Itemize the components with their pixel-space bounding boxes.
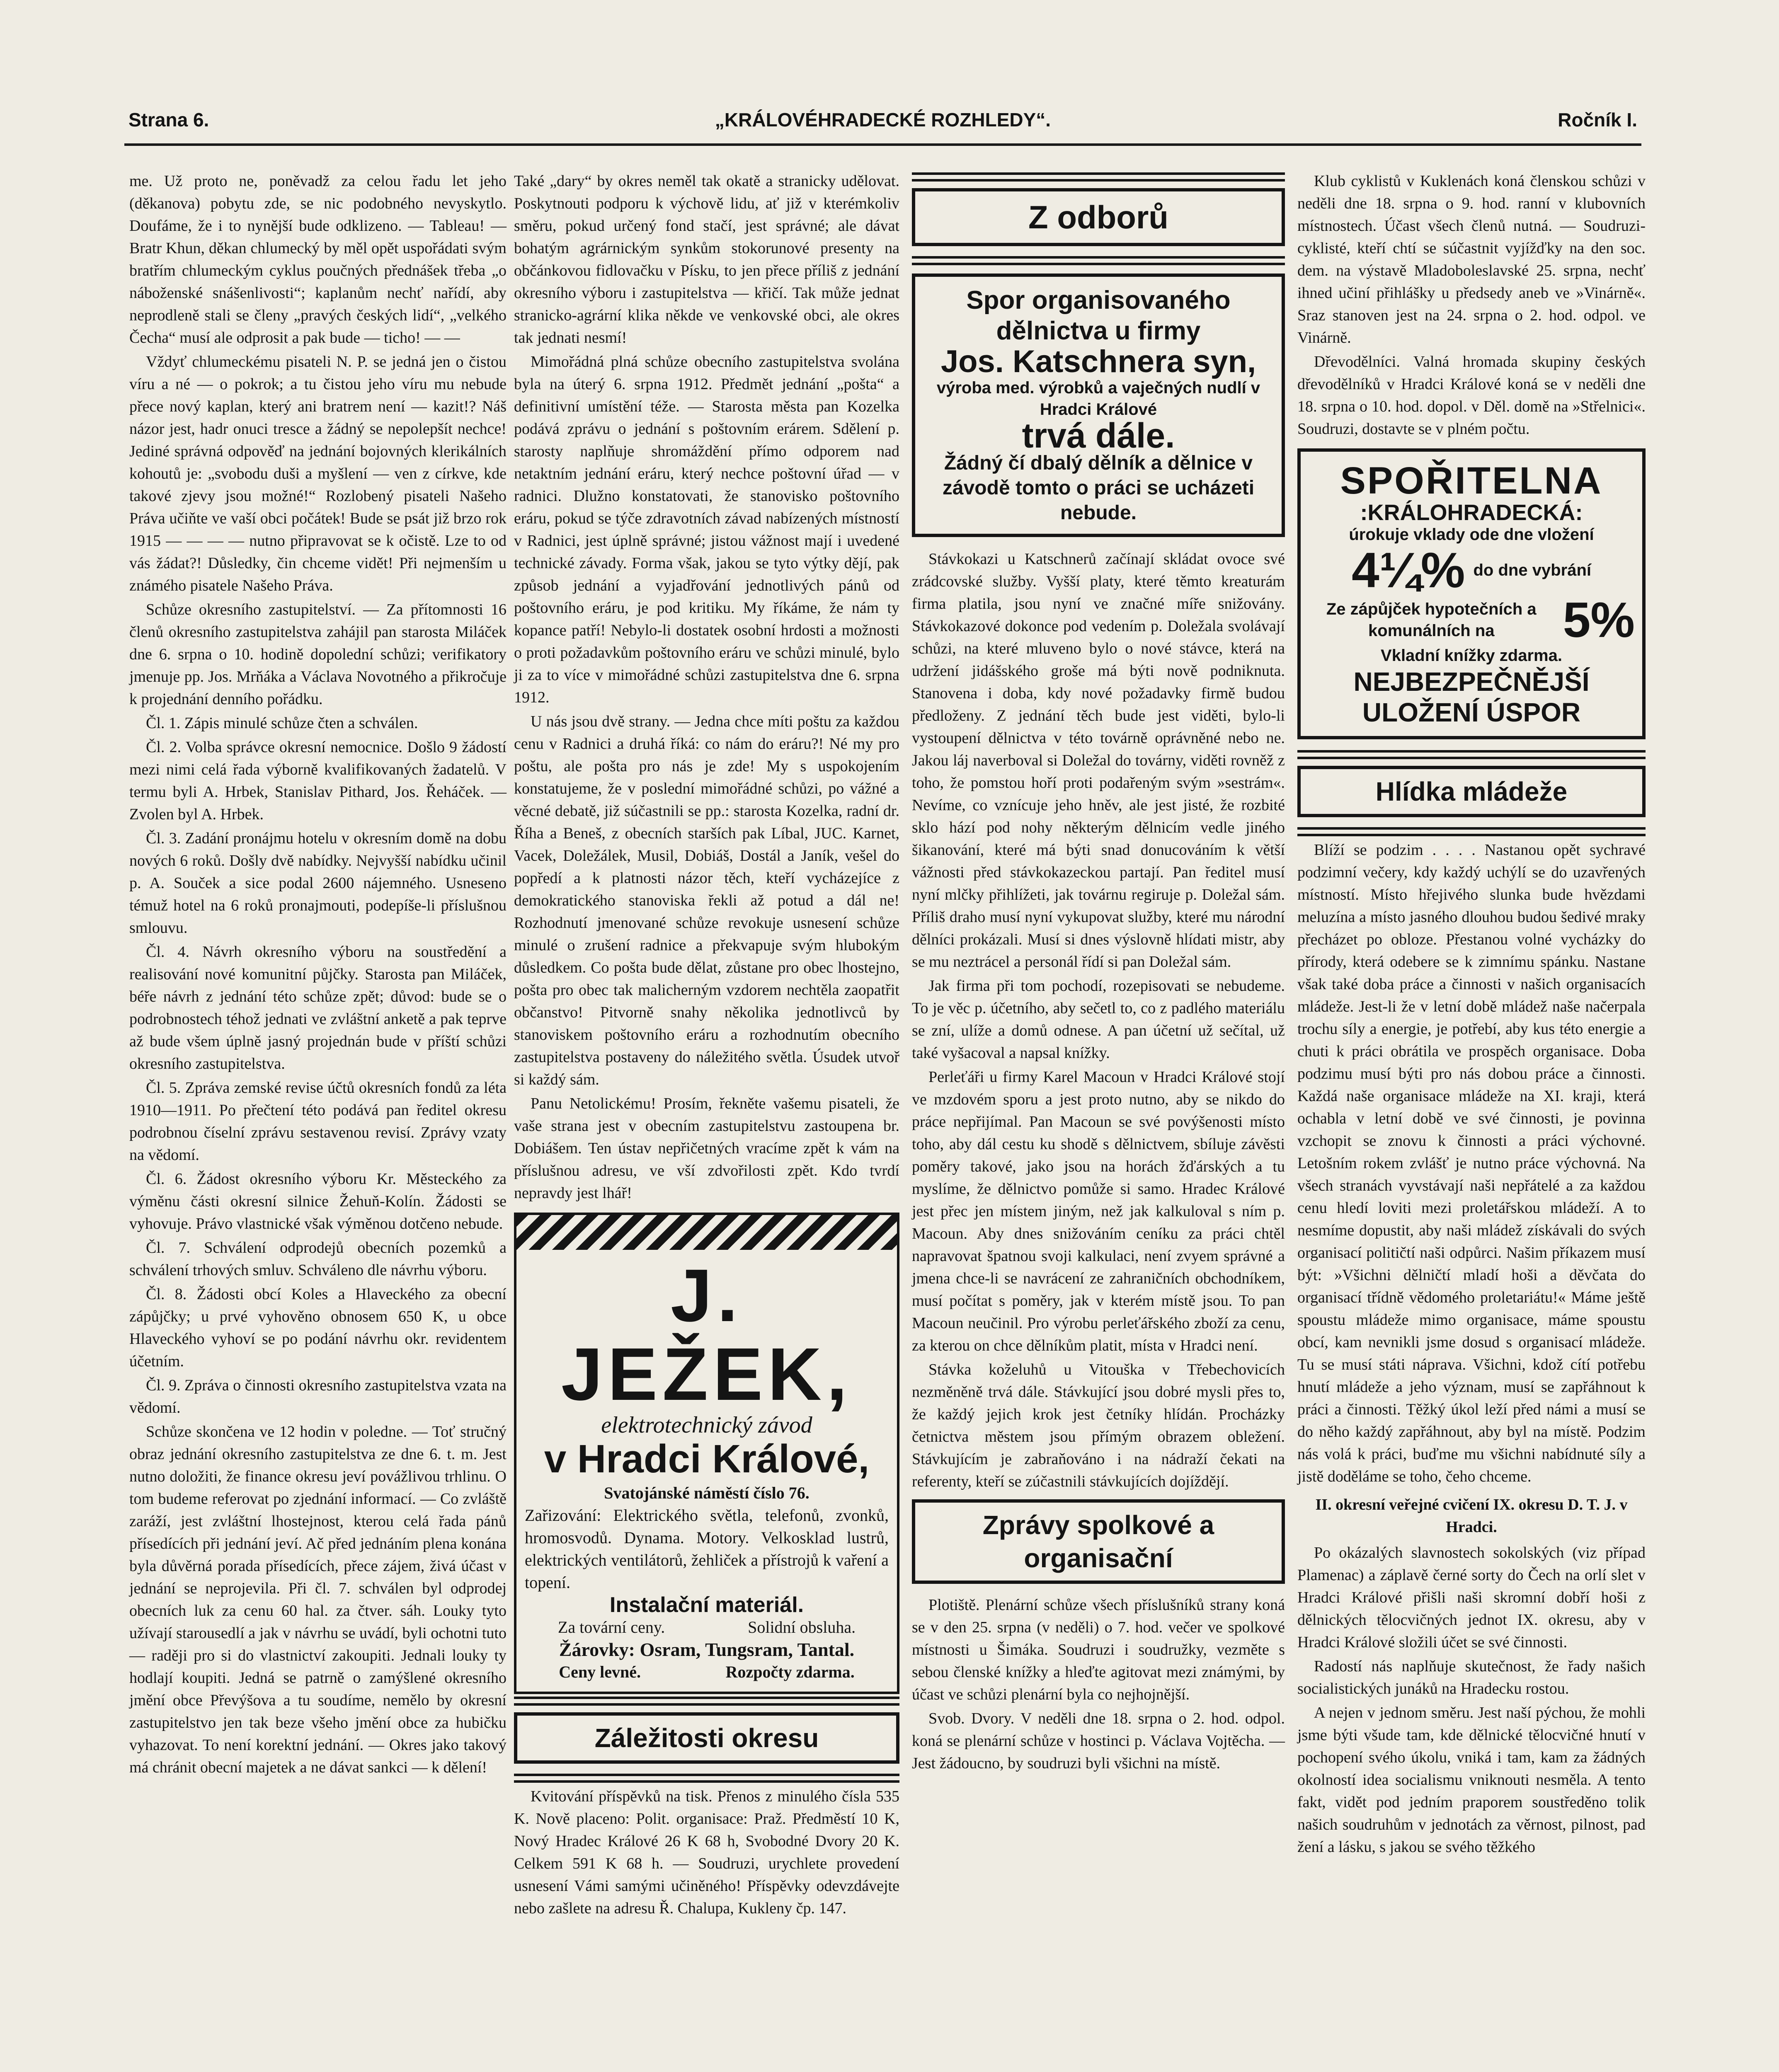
article-text: Po okázalých slavnostech sokolských (viz případ Plamenac) a záplavě černé sorty do Čech na orlí slet v Hradci Králové přišli naši skromní dobří hoši z dělnických tělocvičných jednot IX. okresu, aby v Hradci Králové složili účet se své činnosti. <box>1297 1544 1646 1651</box>
column-3 <box>912 170 1285 1776</box>
section-rule <box>1297 827 1646 836</box>
article-text: Čl. 5. Zpráva zemské revise účtů okresních fondů za léta 1910—1911. Po přečtení této podává pan ředitel okresu podrobnou číselní zprávu sestavenou revisí. Zprávy vzaty na vědomí. <box>129 1079 507 1164</box>
bank-line: do dne vybrání <box>1473 561 1591 579</box>
article-text: Čl. 1. Zápis minulé schůze čten a schválen. <box>146 714 418 732</box>
section-heading-odboru: Z odborů <box>912 188 1285 246</box>
bank-slogan: ULOŽENÍ ÚSPOR <box>1362 697 1581 727</box>
article-text: Schůze okresního zastupitelství. — Za přítomnosti 16 členů okresního zastupitelstva zahájil pan starosta Miláček dne 6. srpna o 10. hodině dopolední schůzi; verifikatory jmenuje pp. Jos. Mrňáka a Václava Novotného a přikročuje k projednání denního pořádku. <box>129 601 507 708</box>
ad-line: Rozpočty zdarma. <box>725 1663 855 1681</box>
article-text: Čl. 3. Zadání pronájmu hotelu v okresním domě na dobu nových 6 roků. Došly dvě nabídky. Nejvyšší nabídku učinil p. A. Souček a sice podal 2600 nájemného. Usneseno témuž hotel na 6 roků pronajmouti, podepíše-li příslušnou smlouvu. <box>129 830 507 937</box>
article-text: Čl. 7. Schválení odprodejů obecních pozemků a schválení trhových smluv. Schváleno dle návrhu výboru. <box>129 1239 507 1279</box>
loan-rate: 5% <box>1563 592 1635 648</box>
article-text: Radostí nás naplňuje skutečnost, že řady našich socialistických junáků na Hradecku rostou. <box>1297 1658 1646 1697</box>
notice-company: Jos. Katschnera syn, <box>940 344 1256 379</box>
section-rule <box>1297 750 1646 759</box>
bank-line: Vkladní knížky zdarma. <box>1381 646 1562 665</box>
article-text: Čl. 2. Volba správce okresní nemocnice. Došlo 9 žádostí mezi nimi celá řada výborně kvalifikovaných žadatelů. V termu byli A. Hrbek, Stanislav Pithard, Jos. Řeháček. — Zvolen byl A. Hrbek. <box>129 738 507 823</box>
article-text: Jak firma při tom pochodí, rozepisovati se nebudeme. To je věc p. účetního, aby sečetl to, co z padlého materiálu se zní, ulíže a domů odnese. A pan účetní už sečítal, už také vyšacoval a napsal knížky. <box>912 977 1285 1062</box>
notice-warning: Žádný čí dbalý dělník a dělnice v závodě tomto o práci se ucházeti nebude. <box>942 452 1255 524</box>
bank-line: úrokuje vklady ode dne vložení <box>1349 525 1594 544</box>
article-text: Perleťáři u firmy Karel Macoun v Hradci Králové stojí ve mzdovém sporu a jest proto nutno, aby se nikdo do práce nepřijímal. Pan Macoun se své povýšenosti místo toho, aby dál cestu ku shodě s dělnictvem, sbíluje závěsti poměry takové, jako jsou na horách žďárských a tu myslíme, že dělnictvo pomůže si samo. Hradec Králové jest přec jen místem jiným, než jak kalkuloval s ním p. Macoun. Aby dnes snižováním ceníku za práci chtěl napravovat špatnou svoji kalkulaci, není zvyem správné a jmena chce-li se navrácení ze zahraničních obchodníkem, musí počítat s poměry, jak v kterém místě jsou. To pan Macoun neučinil. Pro výrobu perleťářského zboží za cenu, za kterou on chce dělníkům platit, místa v Hradci není. <box>912 1068 1285 1354</box>
bank-line: Ze zápůjček hypotečních a komunálních na <box>1326 600 1537 640</box>
section-rule <box>912 256 1285 265</box>
volume-number: Ročník I. <box>1558 109 1637 131</box>
article-text: Stávka koželuhů u Vitouška v Třebechovicích nezměněně trvá dále. Stávkující jsou dobré mysli přes to, že každý jejich krok jest četníky hlídán. Procházky četnictva městem jsou přímým obrazem obležení. Stávkujícím je zabraňováno i na nádraží čekati na referenty, kteří se zúčastnili stávkujících dojíždějí. <box>912 1361 1285 1490</box>
ad-line: Ceny levné. <box>559 1663 641 1681</box>
article-heading: II. okresní veřejné cvičení IX. okresu D. T. J. v Hradci. <box>1315 1496 1628 1536</box>
notice-headline: Spor organisovaného dělnictva u firmy <box>966 286 1231 345</box>
masthead <box>128 109 1637 138</box>
section-rule <box>912 172 1285 182</box>
notice-status: trvá dále. <box>1022 416 1175 455</box>
notice-subline: výroba med. výrobků a vaječných nudlí v Hradci Králové <box>936 379 1260 419</box>
ad-bulbs: Žárovky: Osram, Tungsram, Tantal. <box>559 1639 855 1660</box>
section-rule <box>514 1697 899 1706</box>
ad-line: Za tovární ceny. <box>557 1618 665 1636</box>
bank-slogan: NEJBEZPEČNĚJŠÍ <box>1353 667 1590 697</box>
ad-company-type: elektrotechnický závod <box>601 1412 812 1438</box>
article-text: Stávkokazi u Katschnerů začínají skládat ovoce své zrádcovské služby. Vyšší platy, které těmto kreaturám firma platila, jsou nyní ve značné míře snižovány. Stávkokazové dokonce pod vedením p. Doležala svolávají schůzi, na které mluveno bylo o nové stávce, která na udržení jidášského groše má býti nově podniknuta. Stanovena i doba, kdy nové požadavky firmě budou předloženy. Z jednání těch bude jest viděti, bylo-li vystoupení dělnictva v této továrně oprávněné nebo ne. Jakou láj naverboval si Doležal do továrny, viděti rovněž z toho, že pomstou hoří proti podařeným svým »sestrám«. Nevíme, co vznícuje jeho hněv, ale jest jisté, že rozbité sklo hází pod nohy některým dělnicím vedle jiného šikanování, které má býti snad donucováním k větší vážnosti před stávkokazeckou partají. Pan ředitel musí nyní mlčky přihlížeti, jak továrnu regiruje p. Doležal sám. Příliš draho musí nyní vykupovat služby, které mu národní dělníci prokázali. Musí si dnes výslovně hlídati mistr, aby se mu neztrácel a personál řídí si pan Doležal sám. <box>912 550 1285 971</box>
article-text: Plotiště. Plenární schůze všech příslušníků strany koná se v den 25. srpna (v neděli) o 7. hod. večer ve spolkové místnosti u Šimáka. Soudruzi i soudružky, vezměte s sebou členské knížky a hleďte agitovat mezi známými, by účast ve schůzi plenární byla co nejhojnější. <box>912 1596 1285 1703</box>
header-rule <box>124 143 1641 146</box>
article-text: me. Už proto ne, poněvadž za celou řadu let jeho (děkanova) pobytu zde, se nic podobného nevyskytlo. Doufáme, že i to nynější bude odklizeno. — Tableau! — Bratr Khun, děkan chlumecký by měl opět uspořádati svým bratřím chlumeckým cyklus poučných přednášek třeba „o náboženské snášenlivosti“; kaplanům nechť nařídí, aby neprodleně stali se členy „pravých českých lidí“, „velkého Čecha“ musí ale odprosit a pak bude — ticho! — — <box>129 172 507 346</box>
article-text: Mimořádná plná schůze obecního zastupitelstva svolána byla na úterý 6. srpna 1912. Předmět jednání „pošta“ a definitivní umístění téže. — Starosta města pan Kozelka podává zprávu o jednání s poštovním erárem. Sdělení p. starosty naplňuje shromáždění přímo odporem nad netaktním jednání eráru, který nechce poštovní úřad — v radnici. Dlužno konstatovati, že stanovisko poštovního eráru, pokud se týče zdravotních závad nabízených místností v Radnici, jest úplně správné; jistou vážnost mají i uvedené technické závady. Forma však, jakou se tyto výtky dějí, pak způsob jednání a vyjadřování jednotlivých pánů od poštovního eráru, je pod kritiku. My říkáme, že nám ty kopance patří! Nebylo-li dostatek osobní hrdosti a možnosti o proti požadavkům poštovního eráru ve schůzi minulé, bylo ji za to více v mimořádné schůzi zastupitelstva dne 6. srpna 1912. <box>514 353 899 706</box>
article-text: Čl. 8. Žádosti obcí Koles a Hlaveckého za obecní zápůjčky; u prvé vyhověno obnosem 650 K, u obce Hlaveckého vyhoví se po podání návrhu okr. revidentem účetním. <box>129 1285 507 1370</box>
article-text: A nejen v jednom směru. Jest naší pýchou, že mohli jsme býti všude tam, kde dělnické tělocvičné hnutí v pochopení svého úkolu, vniká i tam, kam za žádných okolností idea socialismu vniknouti nesměla. A tento fakt, vidět pod jedním praporem soustředěno tolik našich soudruhům v jednotách za věrnost, pilnost, pad žení a lásku, s jakou se svého těžkého <box>1297 1704 1646 1856</box>
column-4 <box>1297 170 1646 1860</box>
page-number: Strana 6. <box>128 109 209 131</box>
article-text: Také „dary“ by okres neměl tak okatě a stranicky udělovat. Poskytnouti podporu k výchově lidu, ať již v kterémkoliv směru, pokud určený fond stačí, jest správné; ale dávat bohatým agrárnickým synkům stokorunové presenty na občánkovou fidlovačku v Písku, to jen přece příliš z jednání okresního výboru i zastupitelstva — křičí. Tak může jednat stranicko-agrární klika někde ve venkovské obci, ale okres tak jednati nesmí! <box>514 172 899 346</box>
article-text: Vždyť chlumeckému pisateli N. P. se jedná jen o čistou víru a né — o pokrok; a tu čistou jeho víru mu nebude přece nový kaplan, který ani bratrem není — kazit!? Náš názor jest, hadr onuci tresce a žádný se nepolepšít nechce! Jediné správná odpověď na jednání bojovných klerikálních kohoutů je: „svobodu duši a myšlení — ven z církve, kde takové zjevy jsou možné!“ Rozlobený pisateli Našeho Práva učiňte ve vaší obci počátek! Bude se psát již brzo rok 1915 — — — — nutno připravovat se k očistě. Lze to od vás žádat?! Důsledky, čin chceme vidět! Při nejmenším u známého pisatele Našeho Práva. <box>129 353 507 594</box>
bank-advertisement <box>1297 448 1646 739</box>
article-text: Dřevodělníci. Valná hromada skupiny českých dřevodělníků v Hradci Králové koná se v neděli dne 18. srpna o 10. hod. dopol. v Děl. domě na »Střelnici«. Soudruzi, dostavte se v plném počtu. <box>1297 353 1646 438</box>
bank-name: SPOŘITELNA <box>1340 460 1603 502</box>
section-heading-mladez: Hlídka mládeže <box>1297 766 1646 817</box>
bank-subtitle: :KRÁLOHRADECKÁ: <box>1360 500 1583 525</box>
column-1 <box>129 170 507 1780</box>
section-rule <box>514 1774 899 1783</box>
ad-body: Zařizování: Elektrického světla, telefonů, zvonků, hromosvodů. Dynama. Motory. Velkosklad lustrů, elektrických ventilátorů, žehliček a přístrojů k vaření a topení. <box>525 1506 889 1592</box>
newspaper-title: „KRÁLOVÉHRADECKÉ ROZHLEDY“. <box>715 109 1051 131</box>
section-heading-okres: Záležitosti okresu <box>514 1712 899 1764</box>
section-heading-spolky: Zprávy spolkové a organisační <box>912 1499 1285 1584</box>
article-text: Svob. Dvory. V neděli dne 18. srpna o 2. hod. odpol. koná se plenární schůze v hostinci p. Václava Vojtěcha. — Jest žádoucno, by soudruzi byli všichni na místě. <box>912 1710 1285 1772</box>
article-text: Čl. 6. Žádost okresního výboru Kr. Městeckého za výměnu části okresní silnice Žehuň-Kolín. Žádosti se vyhovuje. Právo vlastnické však výměnou dotčeno nebude. <box>129 1170 507 1232</box>
strike-notice <box>912 274 1285 537</box>
article-text: Panu Netolickému! Prosím, řekněte vašemu pisateli, že vaše strana jest v obecním zastupitelstvu zastoupena br. Dobiášem. Ten ústav nepřičetných vracíme zpět k vám na příslušnou adresu, ve vší zdvořilosti zpět. Kdo tvrdí nepravdy jest lhář! <box>514 1095 899 1202</box>
ad-material: Instalační materiál. <box>609 1593 804 1617</box>
column-2 <box>514 170 899 1921</box>
article-text: Čl. 9. Zpráva o činnosti okresního zastupitelstva vzata na vědomí. <box>129 1377 507 1416</box>
article-text: Schůze skončena ve 12 hodin v poledne. — Toť stručný obraz jednání okresního zastupitelstva ze dne 6. t. m. Jest nutno doložiti, že finance okresu jeví povážlivou trhlinu. O tom budeme referovat po zjednání informací. — Co zvláště zaráží, jest zvláštní lhostejnost, kterou celá řada pánů přísedících při jednání jeví. Ač před jednáním plena konána byla důvěrná porada přísedících, přece zájem, živá účast v jednání se neprojevila. Při čl. 7. schválen byl odprodej obecních luk za cenu 60 hal. za čtver. sáh. Louky tyto užívají starousedlí a jak v návrhu se uvádí, byli ochotni tuto — raději pro si do vlastnictví zakoupiti. Jednali louky ty hodlají koupiti. Jedná se patrně o zamýšlené okresního jmění obce Převýšova a tu soudíme, nemělo by okresní zastupitelstvo jen tak beze všeho jmění obce za hubičku vyhazovat. To není korektní jednání. — Okres jako takový má chránit obecní majetek a ne dávat sankci — k dělení! <box>129 1423 507 1776</box>
ornament-border <box>516 1215 897 1250</box>
article-text: U nás jsou dvě strany. — Jedna chce míti poštu za každou cenu v Radnici a druhá říká: co nám do eráru?! Né my pro poštu, ale pošta pro nás je zde! My s uspokojením konstatujeme, že v poslední mimořádné schůzi, po vážné a věcné debatě, již súčastnili se pp.: starosta Kozelka, radní dr. Říha a Beneš, z obecních starších pak Líbal, JUC. Karnet, Vacek, Doležálek, Musil, Dobiáš, Dostál a Janík, vešel do popředí a k platnosti názor těch, kteří vycházejíce z demokratického stanoviska řekli až potud a dál ne! Rozhodnutí jmenované schůze revokuje usnesení schůze minulé o zrušení radnice a překvapuje svým hlubokým důsledkem. Co pošta bude dělat, zůstane pro obec lhostejno, pošta pro obec tak malicherným vzdorem nechtěla zaopatřit občanstvo! Pitvorně snahy několika jednotlivců by stanoviskem poštovního eráru a rozhodnutím obecního zastupitelstva postaveny do náležitého světla. Úsudek utvoř si každý sám. <box>514 713 899 1088</box>
article-text: Kvitování příspěvků na tisk. Přenos z minulého čísla 535 K. Nově placeno: Polit. organisace: Praž. Předměstí 10 K, Nový Hradec Králové 26 K 68 h, Svobodné Dvory 20 K. Celkem 591 K 68 h. — Soudruzi, urychlete provedení usnesení Vámi samými učiněného! Příspěvky odevzdávejte nebo zašlete na adresu Ř. Chalupa, Kukleny čp. 147. <box>514 1788 899 1917</box>
ad-address: Svatojánské náměstí číslo 76. <box>604 1484 810 1502</box>
ad-line: Solidní obsluha. <box>748 1618 856 1636</box>
jezek-advertisement <box>514 1213 899 1694</box>
article-text: Klub cyklistů v Kuklenách koná členskou schůzi v neděli dne 18. srpna o 9. hod. ranní v klubovních místnostech. Účast všech členů nutná. — Soudruzi-cyklisté, kteří chtí se súčastnit vyjížďky na den soc. dem. na výstavě Mladoboleslavské 25. srpna, nechť ihned učiní přihlášky u předsedy aneb ve »Vinárně«. Sraz stanoven jest na 24. srpna o 2. hod. odpol. ve Vinárně. <box>1297 172 1646 346</box>
ad-company-name: J. JEŽEK, <box>561 1254 853 1416</box>
interest-rate: 4¼% <box>1351 542 1465 598</box>
article-text: Blíží se podzim . . . . Nastanou opět sychravé podzimní večery, kdy každý uchýlí se do uzavřených místností. Místo hřejivého slunka bude hvězdami meluzína a místo jasného dlouhou budou šedivé mraky přecházet po obloze. Přestanou volné vycházky do přírody, která odebere se k zimnímu spánku. Nastane však také doba práce a činnosti v našich organisacích mládeže. Jest-li že v letní době mládež naše načerpala trochu síly a energie, je potřebí, aby kus této energie a chuti k práci obrátila ve prospěch organisace. Doba podzimu musí býti pro nás dobou práce a činnosti. Každá naše organisace mládeže na XI. kraji, která ochabla v letní době ve své činnosti, je povinna vzchopit se znovu k činnosti a práci výchovné. Letošním rokem zvlášť je nutno práce výchovná. Na všech stranách vyvstávají naši nepřátelé a za každou cenu hledí loviti mezi proletářskou mládeží. A to nesmíme dopustit, aby naši mládež získávali do svých organisací političtí naši odpůrci. Našim příkazem musí být: »Všichni dělničtí mladí hoši a děvčata do organisací třídně vědomého proletariátu!« Máme ještě spoustu mládeže mimo organisace, máme spoustu obcí, kam nevnikli jsme dosud s organisací mládeže. Tu se musí státi náprava. Všichni, kdož cítí potřebu hnutí mládeže a jeho význam, musí se zapřáhnout k práci a činnosti. Těžký úkol leží před námi a musí se do něho každý zapřáhnout, aby byl na místě. Podzim nás volá k práci, buďme mu všichni nabídnuté síly a jistě doděláme se toho, čeho chceme. <box>1297 841 1646 1485</box>
ad-company-city: v Hradci Králové, <box>544 1437 870 1481</box>
article-text: Čl. 4. Návrh okresního výboru na soustředění a realisování nové komunitní půjčky. Starosta pan Miláček, béře návrh z jednání této schůze zpět; důvod: bude se o podrobnostech téhož jednati ve zvláštní anketě a pak teprve až bude všem úplně jasný projednán bude v příští schůzi okresního zastupitelstva. <box>129 943 507 1072</box>
